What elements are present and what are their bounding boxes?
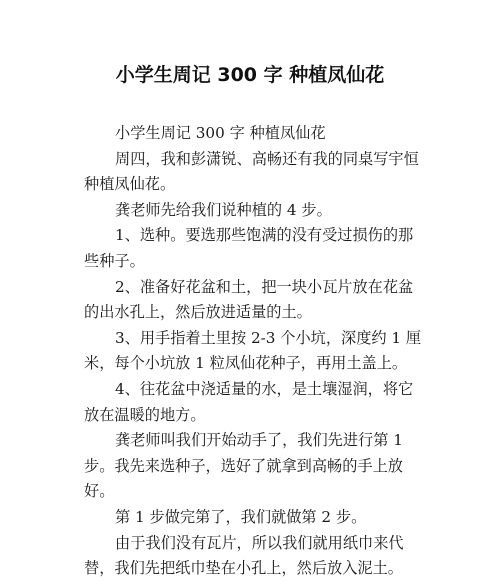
document-title: 小学生周记 300 字 种植凤仙花 [115, 64, 385, 86]
paragraph: 龚老师叫我们开始动手了，我们先进行第 1 步。我先来选种子，选好了就拿到高畅的手上放好。 [84, 431, 403, 501]
paragraph: 4、往花盆中浇适量的水，是土壤湿润，将它放在温暖的地方。 [84, 379, 414, 424]
paragraph: 小学生周记 300 字 种植凤仙花 [115, 124, 326, 142]
paragraph: 3、用手指着土里按 2-3 个小坑，深度约 1 厘米，每个小坑放 1 粒凤仙花种子，再用土盖上。 [84, 328, 422, 373]
paragraph: 周四，我和彭潇锐、高畅还有我的同桌写宇恒种植凤仙花。 [84, 149, 419, 194]
paragraph: 第 1 步做完第了，我们就做第 2 步。 [115, 507, 367, 526]
paragraph: 由于我们没有瓦片，所以我们就用纸巾来代替，我们先把纸巾垫在小孔上，然后放入泥土。 [84, 533, 404, 578]
paragraph: 龚老师先给我们说种植的 4 步。 [115, 200, 332, 219]
paragraph: 1、选种。要选那些饱满的没有受过损伤的那些种子。 [84, 226, 414, 270]
paragraph: 2、准备好花盆和土，把一块小瓦片放在花盆的出水孔上，然后放进适量的土。 [84, 277, 414, 322]
document-body [84, 121, 424, 582]
